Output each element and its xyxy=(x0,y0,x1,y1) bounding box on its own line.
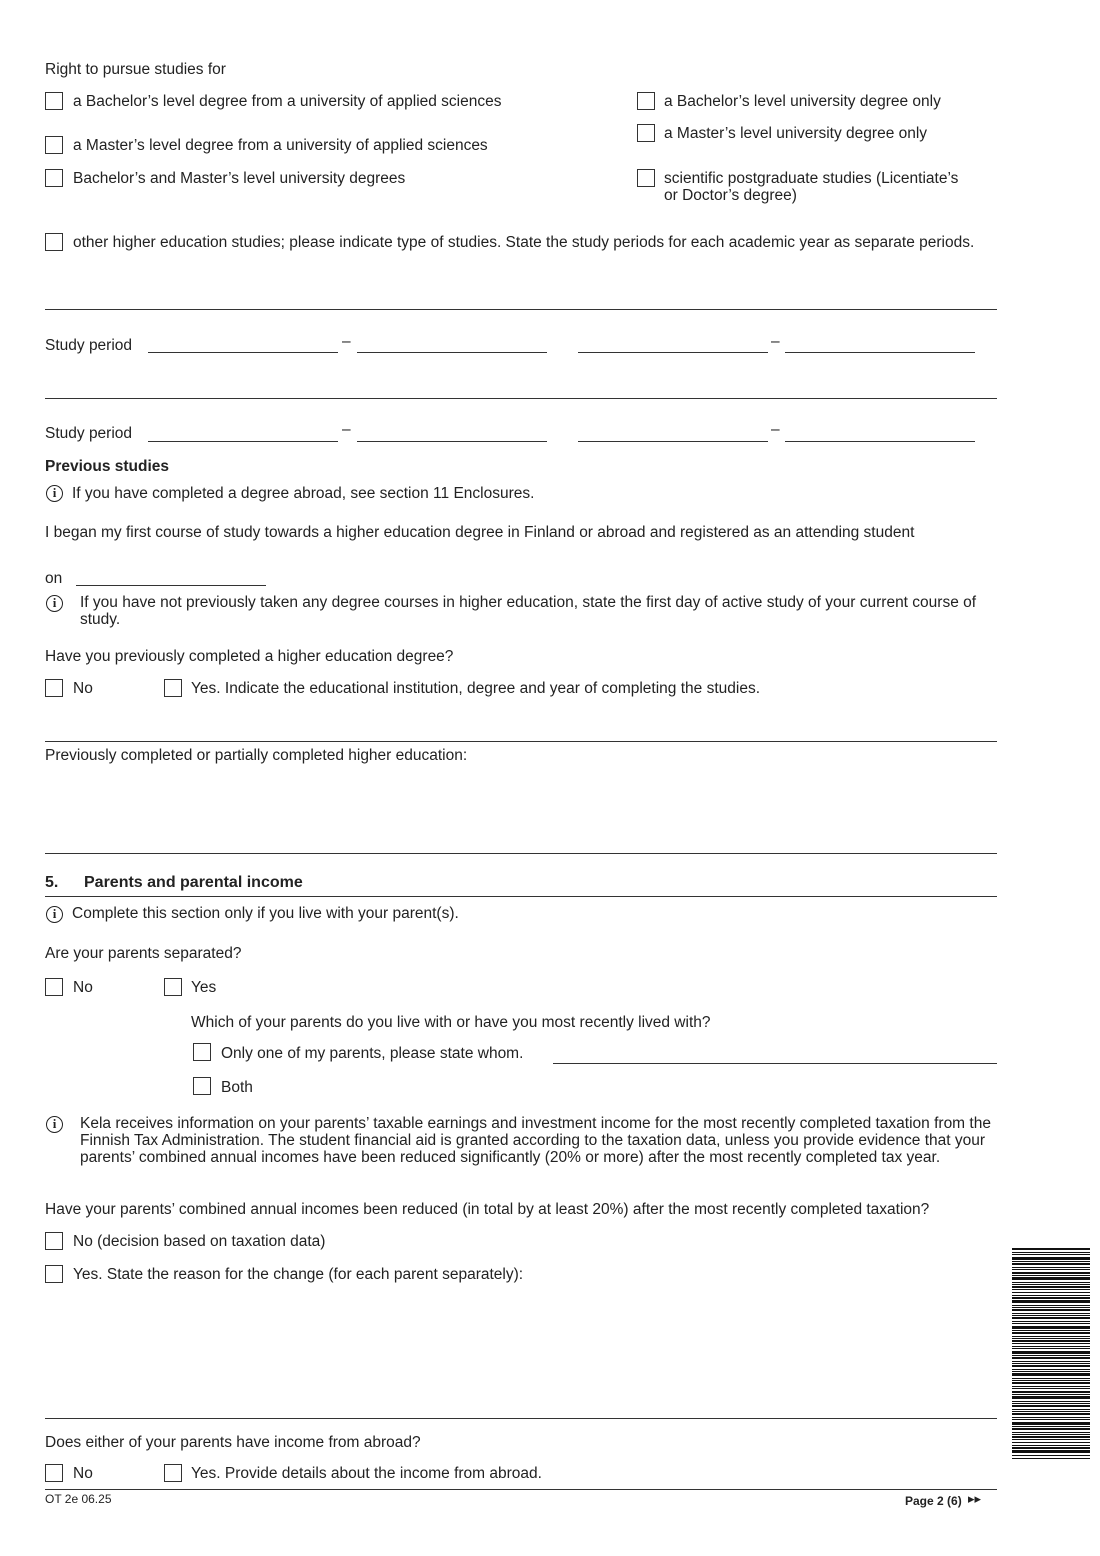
checkbox-master-univ-only[interactable] xyxy=(637,124,655,142)
previous-studies-heading: Previous studies xyxy=(45,458,170,475)
barcode-bar xyxy=(1012,1442,1090,1443)
separator-line xyxy=(45,398,997,399)
only-one-parent-label: Only one of my parents, please state whom. xyxy=(221,1045,524,1062)
barcode-bar xyxy=(1012,1426,1090,1427)
parent-name-input-line[interactable] xyxy=(553,1063,997,1064)
info-enclosures-text: If you have completed a degree abroad, see section 11 Enclosures. xyxy=(72,485,535,502)
study-period-label-1: Study period xyxy=(45,337,133,354)
barcode-bar xyxy=(1012,1450,1090,1453)
checkbox-bachelor-uas[interactable] xyxy=(45,92,63,110)
info-first-day-text: If you have not previously taken any degree courses in higher education, state the first day of active study of your current course of study. xyxy=(80,594,977,628)
barcode-bar xyxy=(1012,1436,1090,1438)
checkbox-completed-no[interactable] xyxy=(45,679,63,697)
barcode-bar xyxy=(1012,1254,1090,1255)
barcode-bar xyxy=(1012,1434,1090,1435)
form-code: OT 2e 06.25 xyxy=(45,1492,112,1506)
began-studies-text: I began my first course of study towards a higher education degree in Finland or abroad and registered as an attending student xyxy=(45,524,915,541)
barcode-bar xyxy=(1012,1388,1090,1389)
barcode-bar xyxy=(1012,1297,1090,1299)
barcode-bar xyxy=(1012,1309,1090,1311)
checkbox-completed-yes[interactable] xyxy=(164,679,182,697)
study-period-1b-end[interactable] xyxy=(785,352,975,353)
completed-degree-question: Have you previously completed a higher education degree? xyxy=(45,648,454,665)
bachelor-univ-only-label: a Bachelor’s level university degree only xyxy=(664,93,941,110)
checkbox-master-uas[interactable] xyxy=(45,136,63,154)
barcode-bar xyxy=(1012,1371,1090,1372)
reduced-yes-label: Yes. State the reason for the change (for each parent separately): xyxy=(73,1266,524,1283)
dash: – xyxy=(342,333,351,350)
barcode-bar xyxy=(1012,1257,1090,1260)
barcode-bar xyxy=(1012,1267,1090,1268)
barcode-bar xyxy=(1012,1439,1090,1440)
barcode-bar xyxy=(1012,1300,1090,1303)
other-studies-label: other higher education studies; please indicate type of studies. State the study periods for each academic year as separate periods. xyxy=(73,234,975,251)
barcode-bar xyxy=(1012,1363,1090,1364)
barcode-bar xyxy=(1012,1428,1090,1430)
barcode-bar xyxy=(1012,1445,1090,1446)
completed-no-label: No xyxy=(73,680,93,697)
barcode-bar xyxy=(1012,1336,1090,1337)
barcode-bar xyxy=(1012,1411,1090,1412)
barcode-image xyxy=(1012,1248,1090,1460)
separator-line xyxy=(45,1418,997,1419)
barcode-bar xyxy=(1012,1343,1090,1344)
barcode-bar xyxy=(1012,1458,1090,1459)
checkbox-bachelor-univ-only[interactable] xyxy=(637,92,655,110)
study-period-1a-end[interactable] xyxy=(357,352,547,353)
barcode-bar xyxy=(1012,1289,1090,1290)
study-period-2a-start[interactable] xyxy=(148,441,338,442)
barcode-bar xyxy=(1012,1323,1090,1324)
barcode-bar xyxy=(1012,1413,1090,1415)
which-parent-question: Which of your parents do you live with or have you most recently lived with? xyxy=(191,1014,711,1031)
barcode-bar xyxy=(1012,1422,1090,1425)
bachelor-master-univ-label: Bachelor’s and Master’s level university degrees xyxy=(73,170,406,187)
study-period-2a-end[interactable] xyxy=(357,441,547,442)
dash: – xyxy=(771,421,780,438)
barcode-bar xyxy=(1012,1419,1090,1420)
barcode-bar xyxy=(1012,1432,1090,1433)
checkbox-other-studies[interactable] xyxy=(45,233,63,251)
barcode-bar xyxy=(1012,1261,1090,1262)
barcode-bar xyxy=(1012,1332,1090,1334)
barcode-bar xyxy=(1012,1373,1090,1376)
barcode-bar xyxy=(1012,1321,1090,1322)
master-uas-label: a Master’s level degree from a university of applied sciences xyxy=(73,137,488,154)
postgrad-label-line2: or Doctor’s degree) xyxy=(664,187,797,204)
barcode-bar xyxy=(1012,1346,1090,1347)
study-period-2b-start[interactable] xyxy=(578,441,768,442)
study-period-1b-start[interactable] xyxy=(578,352,768,353)
barcode-bar xyxy=(1012,1275,1090,1276)
barcode-bar xyxy=(1012,1292,1090,1293)
barcode-bar xyxy=(1012,1315,1090,1316)
barcode-bar xyxy=(1012,1380,1090,1381)
barcode-bar xyxy=(1012,1330,1090,1331)
barcode-bar xyxy=(1012,1409,1090,1410)
barcode-bar xyxy=(1012,1403,1090,1404)
barcode-bar xyxy=(1012,1348,1090,1349)
checkbox-bachelor-master-univ[interactable] xyxy=(45,169,63,187)
info-icon: i xyxy=(46,1116,63,1133)
barcode-bar xyxy=(1012,1351,1090,1354)
dash: – xyxy=(342,421,351,438)
footer-rule xyxy=(45,1489,997,1490)
section-5-title: Parents and parental income xyxy=(84,874,303,891)
master-univ-only-label: a Master’s level university degree only xyxy=(664,125,928,142)
barcode-bar xyxy=(1012,1357,1090,1359)
barcode-bar xyxy=(1012,1252,1090,1253)
barcode-bar xyxy=(1012,1263,1090,1265)
abroad-income-question: Does either of your parents have income from abroad? xyxy=(45,1434,421,1451)
barcode-bar xyxy=(1012,1405,1090,1407)
barcode-bar xyxy=(1012,1272,1090,1274)
checkbox-separated-no[interactable] xyxy=(45,978,63,996)
bachelor-uas-label: a Bachelor’s level degree from a university of applied sciences xyxy=(73,93,502,110)
completed-yes-label: Yes. Indicate the educational institution, degree and year of completing the studies. xyxy=(191,680,760,697)
barcode-bar xyxy=(1012,1305,1090,1306)
barcode-bar xyxy=(1012,1282,1090,1283)
info-kela-text: Kela receives information on your parents’ taxable earnings and investment income for the most recently completed taxation from the Finnish Tax Administration. The student financial aid is granted according to the taxation data, unless you provide evidence that your parents’ combined annual incomes have been reduced significantly (20% or more) after the most recently completed tax year. xyxy=(80,1115,991,1166)
barcode-bar xyxy=(1012,1401,1090,1402)
barcode-bar xyxy=(1012,1369,1090,1370)
barcode-bar xyxy=(1012,1286,1090,1288)
barcode-bar xyxy=(1012,1455,1090,1456)
barcode-bar xyxy=(1012,1355,1090,1356)
checkbox-only-one-parent[interactable] xyxy=(193,1043,211,1061)
info-icon: i xyxy=(46,595,63,612)
reduced-income-question: Have your parents’ combined annual incomes been reduced (in total by at least 20%) after the most recently completed taxation? xyxy=(45,1201,930,1218)
barcode-bar xyxy=(1012,1295,1090,1296)
page-number: Page 2 (6) xyxy=(905,1494,962,1508)
barcode-bar xyxy=(1012,1378,1090,1379)
study-period-1a-start[interactable] xyxy=(148,352,338,353)
barcode-bar xyxy=(1012,1338,1090,1339)
barcode-bar xyxy=(1012,1396,1090,1399)
both-parents-label: Both xyxy=(221,1079,253,1096)
abroad-no-label: No xyxy=(73,1465,93,1482)
on-label: on xyxy=(45,570,63,587)
checkbox-abroad-no[interactable] xyxy=(45,1464,63,1482)
start-date-input-line[interactable] xyxy=(76,585,266,586)
barcode-bar xyxy=(1012,1269,1090,1270)
barcode-bar xyxy=(1012,1326,1090,1329)
reduced-no-label: No (decision based on taxation data) xyxy=(73,1233,326,1250)
barcode-bar xyxy=(1012,1361,1090,1362)
right-to-pursue-label: Right to pursue studies for xyxy=(45,61,226,78)
previous-completed-label: Previously completed or partially completed higher education: xyxy=(45,747,468,764)
checkbox-postgrad[interactable] xyxy=(637,169,655,187)
section-5-rule xyxy=(45,896,997,897)
abroad-yes-label: Yes. Provide details about the income from abroad. xyxy=(191,1465,542,1482)
separator-line xyxy=(45,853,997,854)
dash: – xyxy=(771,333,780,350)
other-studies-input-line[interactable] xyxy=(45,309,997,310)
barcode-bar xyxy=(1012,1417,1090,1418)
barcode-bar xyxy=(1012,1313,1090,1314)
barcode-bar xyxy=(1012,1248,1090,1250)
barcode-bar xyxy=(1012,1382,1090,1384)
checkbox-separated-yes[interactable] xyxy=(164,978,182,996)
checkbox-abroad-yes[interactable] xyxy=(164,1464,182,1482)
study-period-label-2: Study period xyxy=(45,425,133,442)
checkbox-reduced-yes[interactable] xyxy=(45,1265,63,1283)
barcode-bar xyxy=(1012,1365,1090,1367)
barcode-bar xyxy=(1012,1277,1090,1280)
barcode-bar xyxy=(1012,1394,1090,1395)
barcode-bar xyxy=(1012,1317,1090,1319)
barcode-bar xyxy=(1012,1447,1090,1449)
barcode-bar xyxy=(1012,1386,1090,1387)
barcode-bar xyxy=(1012,1284,1090,1285)
info-complete-text: Complete this section only if you live with your parent(s). xyxy=(72,905,459,922)
separated-no-label: No xyxy=(73,979,93,996)
separated-question: Are your parents separated? xyxy=(45,945,242,962)
study-period-2b-end[interactable] xyxy=(785,441,975,442)
info-icon: i xyxy=(46,906,63,923)
separated-yes-label: Yes xyxy=(191,979,217,996)
postgrad-label xyxy=(664,170,958,204)
barcode-bar xyxy=(1012,1391,1090,1393)
barcode-bar xyxy=(1012,1340,1090,1342)
separator-line xyxy=(45,741,997,742)
next-page-icon: ▸▸ xyxy=(968,1491,982,1506)
barcode-bar xyxy=(1012,1307,1090,1308)
checkbox-both-parents[interactable] xyxy=(193,1077,211,1095)
postgrad-label-line1: scientific postgraduate studies (Licentiate’s xyxy=(664,170,959,187)
info-icon: i xyxy=(46,485,63,502)
checkbox-reduced-no[interactable] xyxy=(45,1232,63,1250)
section-5-number: 5. xyxy=(45,874,59,891)
